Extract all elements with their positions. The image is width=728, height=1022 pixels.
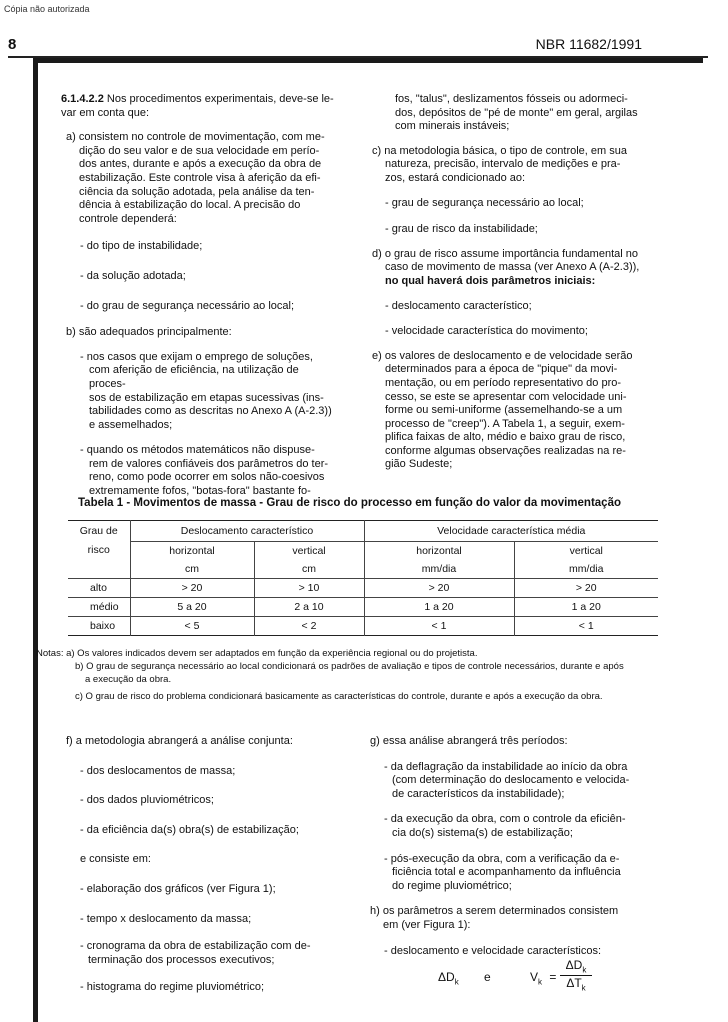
period-1-line: de característicos da instabilidade);: [392, 787, 565, 800]
item-b-label: b) são adequados principalmente:: [66, 326, 232, 339]
consiste-label: e consiste em:: [80, 853, 151, 866]
cont-line: com minerais instáveis;: [395, 120, 510, 133]
f-item-2: - dos dados pluviométricos;: [80, 794, 214, 807]
crono-line-1: - cronograma da obra de estabilização com de-: [80, 940, 311, 953]
note-b-cont: a execução da obra.: [85, 674, 172, 685]
grau-header-empty: [68, 560, 130, 579]
formula-fraction: [560, 958, 592, 993]
histo-item: - histograma do regime pluviométrico;: [80, 981, 265, 994]
v-symbol: V: [530, 970, 539, 984]
b2-line: extremamente fofos, "botas-fora" bastante fo-: [89, 485, 311, 498]
period-3-line: do regime pluviométrico;: [392, 879, 512, 892]
a-line: ciência da solução adotada, pela análise da ten-: [79, 185, 315, 198]
a-line: dos antes, durante e após a execução da obra de: [79, 158, 322, 171]
b1-line: e assemelhados;: [89, 418, 173, 431]
cell-value: > 20: [575, 581, 597, 594]
cell-grau: baixo: [68, 616, 130, 635]
cell-value: 5 a 20: [130, 597, 254, 616]
risk-table: [68, 520, 658, 636]
left-border-bar: [33, 58, 38, 1022]
b1-line: com aferição de eficiência, na utilização de proces-: [89, 364, 299, 390]
item-e-line: mentação, ou em período representativo do pro-: [385, 376, 622, 389]
g-item-2: - tempo x deslocamento da massa;: [80, 912, 252, 925]
cell-value: 1 a 20: [364, 597, 514, 616]
standard-title: NBR 11682/1991: [535, 36, 642, 52]
a-line: dição do seu valor e de sua velocidade em perío-: [79, 144, 320, 157]
item-h-line: h) os parâmetros a serem determinados consistem: [370, 905, 619, 918]
intro-line-1: Nos procedimentos experimentais, deve-se le-: [106, 93, 334, 105]
top-border-bar: [33, 58, 703, 63]
b1-line: sos de estabilização em etapas sucessivas (ins-: [89, 391, 324, 404]
unit-cm: cm: [130, 560, 254, 579]
cell-value: > 20: [130, 578, 254, 597]
period-3-line: - pós-execução da obra, com a verificação da e-: [384, 852, 620, 865]
a-item-3: - do grau de segurança necessário ao local;: [80, 299, 295, 312]
a-item-2: - da solução adotada;: [80, 269, 186, 282]
note-a: Notas: a) Os valores indicados devem ser adaptados em função da experiência regional ou do projetista.: [36, 648, 478, 659]
item-f-label: f) a metodologia abrangerá a análise conjunta:: [66, 735, 293, 747]
cell-value: < 1: [364, 616, 514, 635]
item-c-line: zos, estará condicionado ao:: [385, 171, 526, 184]
note-b: b) O grau de segurança necessário ao local condicionará os padrões de avaliação e tipos de controle necessários, durante e após: [75, 661, 624, 672]
fraction-denominator: ΔT: [566, 976, 582, 991]
item-b-2: [80, 444, 336, 498]
table-row: [68, 597, 658, 616]
cell-value: > 10: [254, 578, 364, 597]
formula-delta-d: [438, 970, 459, 986]
item-d-line: caso de movimento de massa (ver Anexo A (A-2.3)),: [385, 261, 640, 274]
item-e-line: e) os valores de deslocamento e de velocidade serão: [372, 349, 633, 362]
formula-velocity: [530, 970, 556, 986]
c-item-2: - grau de risco da instabilidade;: [385, 223, 538, 236]
item-h-line: em (ver Figura 1):: [383, 918, 471, 931]
cont-line: dos, depósitos de "pé de monte" em geral, argilas: [395, 106, 638, 119]
intro-ref: 6.1.4.2.2: [61, 93, 104, 105]
item-c-line: c) na metodologia básica, o tipo de controle, em sua: [372, 144, 627, 157]
d-item-2: - velocidade característica do movimento;: [385, 325, 588, 338]
page-number: 8: [8, 36, 17, 53]
period-2-line: cia do(s) sistema(s) de estabilização;: [392, 826, 573, 839]
lower-left-column: [66, 735, 346, 995]
equals-sign: =: [549, 970, 557, 984]
cell-value: < 1: [578, 619, 594, 632]
sub-vertical: vertical: [254, 541, 364, 560]
fraction-numerator: ΔD: [565, 958, 583, 972]
sub-horizontal: horizontal: [130, 541, 254, 560]
cell-value: < 2: [254, 616, 364, 635]
formula-and: e: [484, 970, 491, 984]
item-d-line: no qual haverá dois parâmetros iniciais:: [385, 274, 596, 287]
table-title: Tabela 1 - Movimentos de massa - Grau de risco do processo em função do valor da movimentação: [78, 497, 621, 509]
item-e-line: cesso, se este se apresentar com velocidade uni-: [385, 390, 627, 403]
desloc-group-header: Deslocamento característico: [130, 521, 364, 542]
delta-d-symbol: ΔD: [438, 970, 455, 984]
period-1-line: - da deflagração da instabilidade ao início da obra: [384, 760, 628, 773]
item-e-line: plifica faixas de alto, médio e baixo grau de risco,: [385, 431, 626, 444]
subscript-k: k: [581, 983, 586, 993]
note-c: c) O grau de risco do problema condicionará basicamente as características do controle, durante e após a execução da obra.: [75, 691, 603, 702]
lower-right-column: [370, 735, 662, 958]
item-b-1: [80, 351, 336, 433]
period-1-line: (com determinação do deslocamento e velocida-: [392, 774, 630, 787]
item-e-line: gião Sudeste;: [385, 458, 453, 471]
d-item-1: - deslocamento característico;: [385, 299, 532, 312]
cell-value: 1 a 20: [571, 600, 601, 613]
h-item: - deslocamento e velocidade característicos:: [384, 944, 602, 957]
a-line: estabilização. Este controle visa à aferição da efi-: [79, 171, 321, 184]
cell-value: < 5: [130, 616, 254, 635]
crono-line-2: terminação dos processos executivos;: [88, 953, 275, 966]
c-item-1: - grau de segurança necessário ao local;: [385, 196, 584, 209]
sub-vertical: vertical: [569, 544, 603, 557]
table-row: [68, 616, 658, 635]
left-column: [61, 93, 336, 499]
subscript-k: k: [582, 965, 587, 975]
a-line: a) consistem no controle de movimentação, com me-: [66, 131, 325, 144]
unit-mmdia: mm/dia: [364, 560, 514, 579]
item-e-line: determinados para a época de "pique" da movi-: [385, 363, 618, 376]
b1-line: tabilidades como as descritas no Anexo A (A-2.3)): [89, 405, 332, 418]
right-column: [372, 93, 662, 472]
grau-header-2: risco: [68, 541, 130, 560]
grau-header-1: Grau de: [68, 521, 130, 542]
cell-value: 2 a 10: [254, 597, 364, 616]
item-e-line: conforme algumas observações realizadas na re-: [385, 444, 626, 457]
table-row: [68, 578, 658, 597]
intro-line-2: var em conta que:: [61, 106, 150, 119]
subscript-k: k: [454, 977, 459, 987]
b2-line: reno, como pode ocorrer em solos não-coesivos: [89, 471, 325, 484]
b1-line: - nos casos que exijam o emprego de soluções,: [80, 350, 313, 363]
cont-line: fos, "talus", deslizamentos fósseis ou adormeci-: [395, 93, 628, 105]
item-e-line: processo de "creep"). A Tabela 1, a seguir, exem-: [385, 417, 625, 430]
unit-cm: cm: [254, 560, 364, 579]
item-d-line: d) o grau de risco assume importância fundamental no: [372, 247, 638, 260]
sub-horizontal: horizontal: [364, 541, 514, 560]
unit-mmdia: mm/dia: [569, 562, 604, 575]
cell-grau: médio: [68, 597, 130, 616]
period-2-line: - da execução da obra, com o controle da eficiên-: [384, 813, 626, 826]
a-item-1: - do tipo de instabilidade;: [80, 240, 203, 253]
cell-value: > 20: [364, 578, 514, 597]
watermark-text: Cópia não autorizada: [4, 4, 90, 14]
g-item-1: - elaboração dos gráficos (ver Figura 1);: [80, 882, 276, 895]
b2-line: rem de valores confiáveis dos parâmetros do ter-: [89, 457, 329, 470]
a-line: controle dependerá:: [79, 212, 177, 225]
subscript-k: k: [538, 977, 543, 987]
item-a: [66, 131, 336, 226]
f-item-3: - da eficiência da(s) obra(s) de estabilização;: [80, 823, 299, 836]
period-3-line: ficiência total e acompanhamento da influência: [392, 866, 621, 879]
a-line: dência à estabilização do local. A precisão do: [79, 199, 301, 212]
table-notes: [36, 647, 716, 703]
item-g-label: g) essa análise abrangerá três períodos:: [370, 735, 568, 747]
f-item-1: - dos deslocamentos de massa;: [80, 764, 236, 777]
item-e-line: forme ou semi-uniforme (assemelhando-se a um: [385, 404, 623, 417]
item-c-line: natureza, precisão, intervalo de medições e pra-: [385, 158, 621, 171]
veloc-group-header: Velocidade característica média: [364, 521, 658, 542]
b2-line: - quando os métodos matemáticos não dispuse-: [80, 444, 315, 457]
cell-grau: alto: [68, 578, 130, 597]
